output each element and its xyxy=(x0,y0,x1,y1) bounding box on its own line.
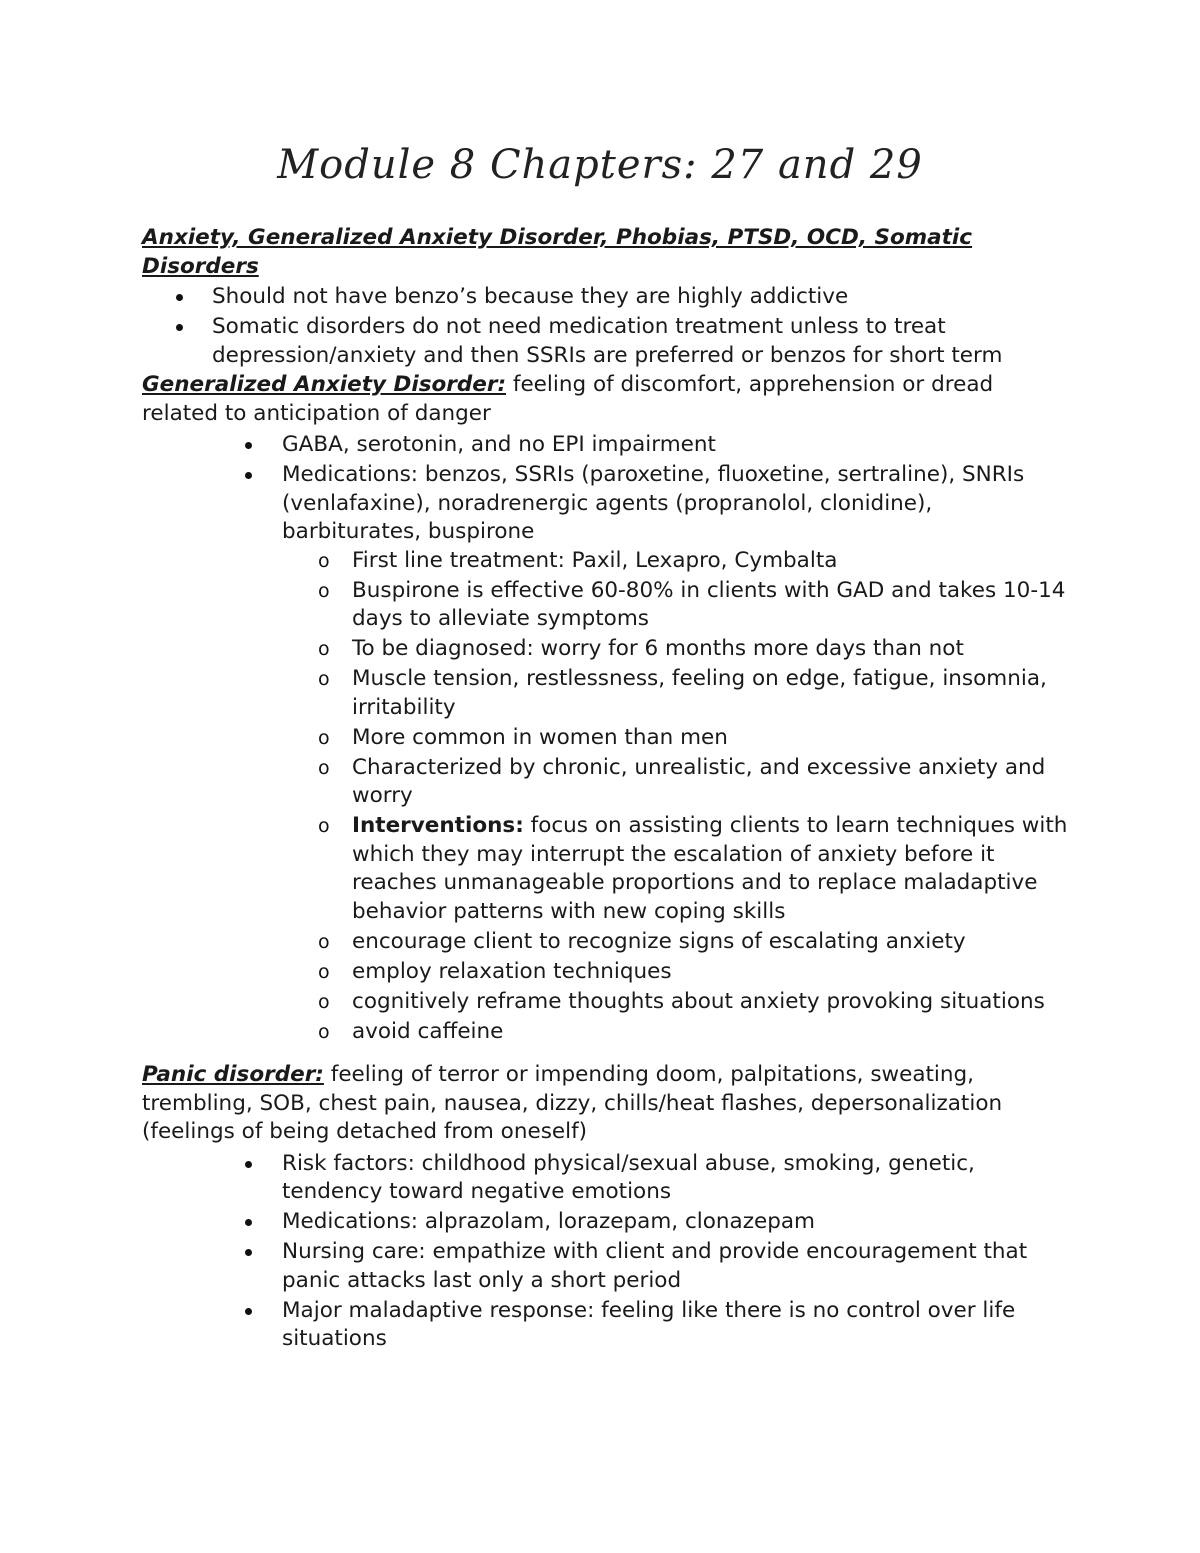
interventions-label: Interventions: xyxy=(352,813,524,838)
section-intro-gad: feeling of discomfort, apprehension or dread related to anticipation of danger xyxy=(142,372,994,426)
bullet-list xyxy=(212,1150,1072,1354)
list-item: Medications: alprazolam, lorazepam, clonazepam xyxy=(212,1208,1072,1237)
section-anxiety-overview xyxy=(142,224,1072,372)
sub-list-item: o Muscle tension, restlessness, feeling on edge, fatigue, insomnia, irritability xyxy=(282,665,1072,722)
interventions-text: focus on assisting clients to learn techniques with which they may interrupt the escalation of anxiety before it reaches unmanageable proportions and to replace maladaptive behavior patterns with new coping skills xyxy=(352,813,1068,924)
sub-list-item-interventions xyxy=(282,812,1072,926)
sub-bullet-list xyxy=(282,547,1072,1047)
sub-list-item: o employ relaxation techniques xyxy=(282,958,1072,987)
sub-list-item: o First line treatment: Paxil, Lexapro, Cymbalta xyxy=(282,547,1072,576)
sub-list-item: o avoid caffeine xyxy=(282,1018,1072,1047)
list-item: Somatic disorders do not need medication treatment unless to treat depression/anxiety and then SSRIs are preferred or benzos for short term xyxy=(142,313,1072,370)
list-item xyxy=(212,461,1072,1046)
list-item-text: Medications: benzos, SSRIs (paroxetine, fluoxetine, sertraline), SNRIs (venlafaxine), noradrenergic agents (propranolol, clonidine), barbiturates, buspirone xyxy=(282,462,1025,544)
list-item: Should not have benzo’s because they are highly addictive xyxy=(142,283,1072,312)
page-title: Module 8 Chapters: 27 and 29 xyxy=(277,142,923,188)
sub-list-item: o cognitively reframe thoughts about anxiety provoking situations xyxy=(282,988,1072,1017)
section-heading-gad: Generalized Anxiety Disorder: xyxy=(142,372,507,397)
list-item: Major maladaptive response: feeling like there is no control over life situations xyxy=(212,1297,1072,1354)
section-gad xyxy=(142,371,1072,1048)
sub-list-item: o More common in women than men xyxy=(282,724,1072,753)
bullet-list xyxy=(142,283,1072,370)
list-item: Nursing care: empathize with client and provide encouragement that panic attacks last only a short period xyxy=(212,1238,1072,1295)
section-heading-panic: Panic disorder: xyxy=(142,1062,324,1087)
list-item: Risk factors: childhood physical/sexual abuse, smoking, genetic, tendency toward negative emotions xyxy=(212,1150,1072,1207)
list-item: GABA, serotonin, and no EPI impairment xyxy=(212,431,1072,460)
bullet-list xyxy=(212,431,1072,1046)
section-heading-anxiety: Anxiety, Generalized Anxiety Disorder, Phobias, PTSD, OCD, Somatic Disorders xyxy=(142,225,973,279)
sub-list-item: o To be diagnosed: worry for 6 months more days than not xyxy=(282,635,1072,664)
section-intro-panic: feeling of terror or impending doom, palpitations, sweating, trembling, SOB, chest pain, nausea, dizzy, chills/heat flashes, depersonalization (feelings of being detached from oneself) xyxy=(142,1062,1003,1144)
sub-list-item: o encourage client to recognize signs of escalating anxiety xyxy=(282,928,1072,957)
section-panic xyxy=(142,1061,1072,1355)
sub-list-item: o Buspirone is effective 60-80% in clients with GAD and takes 10-14 days to alleviate symptoms xyxy=(282,577,1072,634)
sub-list-item: o Characterized by chronic, unrealistic, and excessive anxiety and worry xyxy=(282,754,1072,811)
